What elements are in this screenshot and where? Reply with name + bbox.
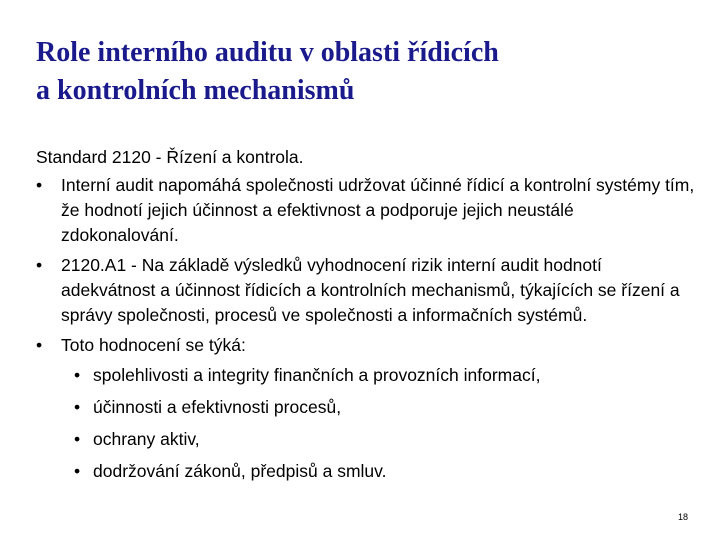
sub-bullet-text: spolehlivosti a integrity finančních a provozních informací, (93, 365, 541, 385)
bullet-icon: • (36, 335, 43, 355)
sub-bullet-item (36, 459, 696, 484)
bullet-icon: • (74, 461, 81, 481)
bullet-text: Interní audit napomáhá společnosti udržovat účinné řídicí a kontrolní systémy tím, že hodnotí jejich účinnost a efektivnost a podporuje jejich neustálé zdokonalování. (61, 175, 695, 245)
title-line-2: a kontrolních mechanismů (36, 75, 355, 106)
slide-title (36, 34, 696, 110)
bullet-item (36, 173, 696, 248)
intro-text: Standard 2120 - Řízení a kontrola. (36, 147, 304, 167)
sub-bullet-item (36, 395, 696, 420)
sub-bullet-text: ochrany aktiv, (93, 429, 200, 449)
sub-bullet-item (36, 363, 696, 388)
bullet-text: 2120.A1 - Na základě výsledků vyhodnocení rizik interní audit hodnotí adekvátnost a účinnost řídicích a kontrolních mechanismů, týkajících se řízení a správy společnosti, procesů ve společnosti a informačních systémů. (61, 255, 680, 325)
sub-bullet-text: dodržování zákonů, předpisů a smluv. (93, 461, 387, 481)
bullet-item (36, 333, 696, 358)
sub-bullet-text: účinnosti a efektivnosti procesů, (93, 397, 342, 417)
bullet-item (36, 253, 696, 328)
bullet-text: Toto hodnocení se týká: (61, 335, 246, 355)
bullet-icon: • (74, 429, 81, 449)
sub-bullet-item (36, 427, 696, 452)
bullet-icon: • (36, 175, 43, 195)
bullet-icon: • (74, 397, 81, 417)
bullet-icon: • (36, 255, 43, 275)
slide-body (36, 145, 696, 491)
title-line-1: Role interního auditu v oblasti řídicích (36, 37, 499, 68)
bullet-icon: • (74, 365, 81, 385)
page-number: 18 (677, 512, 688, 522)
